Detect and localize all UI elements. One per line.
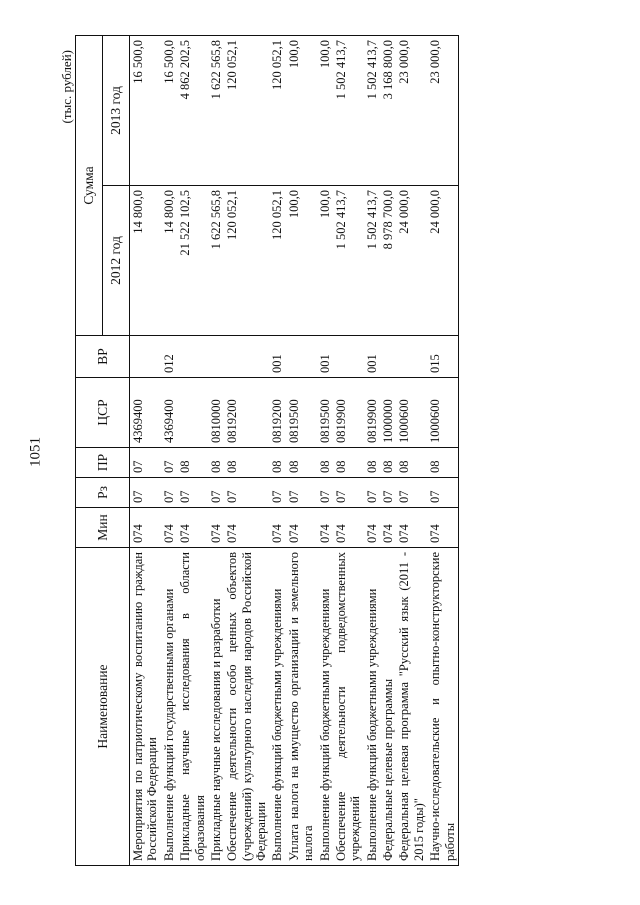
cell-rz: 07 — [177, 478, 208, 508]
page-number: 1051 — [27, 437, 44, 467]
cell-rz: 07 — [208, 478, 224, 508]
cell-vr: 012 — [161, 336, 177, 378]
rotated-page-content — [57, 36, 592, 866]
cell-csr — [177, 378, 208, 448]
cell-vr: 001 — [317, 336, 333, 378]
cell-pr: 08 — [396, 448, 427, 478]
cell-name: Прикладные научные исследования и разработки — [208, 548, 224, 866]
cell-name: Выполнение функций бюджетными учреждениями — [364, 548, 380, 866]
cell-min: 074 — [364, 508, 380, 548]
cell-pr: 08 — [427, 448, 458, 478]
cell-rz: 07 — [269, 478, 285, 508]
cell-pr: 08 — [269, 448, 285, 478]
cell-name: Обеспечение деятельности подведомственных учреждений — [333, 548, 364, 866]
cell-rz: 07 — [130, 478, 161, 508]
cell-csr: 0819500 — [317, 378, 333, 448]
cell-csr: 0819200 — [224, 378, 269, 448]
cell-vr: 001 — [364, 336, 380, 378]
cell-csr: 4369400 — [161, 378, 177, 448]
cell-rz: 07 — [427, 478, 458, 508]
cell-vr: 015 — [427, 336, 458, 378]
cell-sum-2013: 120 052,1 — [224, 35, 269, 185]
cell-csr: 1000600 — [427, 378, 458, 448]
cell-pr: 07 — [161, 448, 177, 478]
cell-sum-2012: 120 052,1 — [269, 186, 285, 336]
cell-sum-2012: 1 502 413,7 — [364, 186, 380, 336]
cell-csr: 0819200 — [269, 378, 285, 448]
cell-sum-2012: 100,0 — [286, 186, 317, 336]
cell-sum-2012: 24 000,0 — [427, 186, 458, 336]
header-sum: Сумма — [76, 35, 103, 335]
cell-pr: 08 — [364, 448, 380, 478]
cell-csr: 1000000 — [380, 378, 396, 448]
cell-name: Научно-исследовательские и опытно-конструкторские работы — [427, 548, 458, 866]
cell-min: 074 — [208, 508, 224, 548]
cell-min: 074 — [224, 508, 269, 548]
cell-sum-2012: 120 052,1 — [224, 186, 269, 336]
header-2012: 2012 год — [103, 186, 130, 336]
cell-csr: 1000600 — [396, 378, 427, 448]
cell-min: 074 — [130, 508, 161, 548]
table-row — [269, 35, 285, 865]
header-2013: 2013 год — [103, 35, 130, 185]
cell-sum-2012: 21 522 102,5 — [177, 186, 208, 336]
cell-vr — [224, 336, 269, 378]
cell-min: 074 — [396, 508, 427, 548]
cell-sum-2012: 1 622 565,8 — [208, 186, 224, 336]
cell-sum-2013: 23 000,0 — [396, 35, 427, 185]
table-row — [364, 35, 380, 865]
cell-vr — [396, 336, 427, 378]
cell-pr: 07 — [130, 448, 161, 478]
cell-rz: 07 — [396, 478, 427, 508]
cell-name: Федеральная целевая программа "Русский язык (2011 - 2015 годы)" — [396, 548, 427, 866]
cell-csr: 0810000 — [208, 378, 224, 448]
cell-sum-2012: 1 502 413,7 — [333, 186, 364, 336]
cell-sum-2012: 14 800,0 — [130, 186, 161, 336]
cell-pr: 08 — [208, 448, 224, 478]
cell-name: Уплата налога на имущество организаций и земельного налога — [286, 548, 317, 866]
cell-pr: 08 — [333, 448, 364, 478]
table-row — [333, 35, 364, 865]
cell-min: 074 — [333, 508, 364, 548]
cell-min: 074 — [427, 508, 458, 548]
table-row — [161, 35, 177, 865]
cell-sum-2013: 16 500,0 — [161, 35, 177, 185]
header-rz: Рз — [76, 478, 130, 508]
cell-sum-2013: 3 168 800,0 — [380, 35, 396, 185]
table-row — [427, 35, 458, 865]
cell-sum-2013: 16 500,0 — [130, 35, 161, 185]
cell-min: 074 — [317, 508, 333, 548]
cell-min: 074 — [380, 508, 396, 548]
cell-min: 074 — [269, 508, 285, 548]
table-row — [177, 35, 208, 865]
cell-sum-2012: 14 800,0 — [161, 186, 177, 336]
cell-pr: 08 — [286, 448, 317, 478]
header-csr: ЦСР — [76, 378, 130, 448]
cell-csr: 4369400 — [130, 378, 161, 448]
cell-sum-2013: 1 502 413,7 — [364, 35, 380, 185]
header-pr: ПР — [76, 448, 130, 478]
cell-sum-2013: 120 052,1 — [269, 35, 285, 185]
cell-sum-2012: 8 978 700,0 — [380, 186, 396, 336]
cell-vr — [286, 336, 317, 378]
cell-min: 074 — [177, 508, 208, 548]
cell-rz: 07 — [161, 478, 177, 508]
cell-rz: 07 — [380, 478, 396, 508]
cell-sum-2013: 4 862 202,5 — [177, 35, 208, 185]
cell-pr: 08 — [317, 448, 333, 478]
cell-csr: 0819900 — [333, 378, 364, 448]
cell-vr — [177, 336, 208, 378]
cell-rz: 07 — [333, 478, 364, 508]
table-body — [130, 35, 459, 865]
cell-vr — [130, 336, 161, 378]
cell-min: 074 — [286, 508, 317, 548]
cell-pr: 08 — [224, 448, 269, 478]
cell-csr: 0819900 — [364, 378, 380, 448]
cell-vr: 001 — [269, 336, 285, 378]
cell-sum-2013: 23 000,0 — [427, 35, 458, 185]
cell-pr: 08 — [177, 448, 208, 478]
budget-table — [75, 35, 459, 866]
cell-name: Выполнение функций бюджетными учреждениями — [317, 548, 333, 866]
cell-sum-2012: 100,0 — [317, 186, 333, 336]
unit-note: (тыс. рублей) — [59, 50, 74, 124]
cell-rz: 07 — [286, 478, 317, 508]
cell-rz: 07 — [364, 478, 380, 508]
cell-vr — [208, 336, 224, 378]
cell-sum-2012: 24 000,0 — [396, 186, 427, 336]
cell-sum-2013: 1 502 413,7 — [333, 35, 364, 185]
cell-name: Прикладные научные исследования в области образования — [177, 548, 208, 866]
cell-sum-2013: 100,0 — [286, 35, 317, 185]
cell-sum-2013: 100,0 — [317, 35, 333, 185]
header-vr: ВР — [76, 336, 130, 378]
cell-pr: 08 — [380, 448, 396, 478]
cell-name: Обеспечение деятельности особо ценных объектов (учреждений) культурного наследия народов Российской Федерации — [224, 548, 269, 866]
cell-min: 074 — [161, 508, 177, 548]
table-row — [130, 35, 161, 865]
cell-rz: 07 — [224, 478, 269, 508]
header-min: Мин — [76, 508, 130, 548]
header-name: Наименование — [76, 548, 130, 866]
cell-vr — [333, 336, 364, 378]
cell-rz: 07 — [317, 478, 333, 508]
cell-name: Федеральные целевые программы — [380, 548, 396, 866]
table-row — [208, 35, 224, 865]
cell-name: Выполнение функций бюджетными учреждениями — [269, 548, 285, 866]
table-row — [380, 35, 396, 865]
cell-name: Выполнение функций государственными органами — [161, 548, 177, 866]
table-row — [317, 35, 333, 865]
table-row — [286, 35, 317, 865]
cell-sum-2013: 1 622 565,8 — [208, 35, 224, 185]
table-row — [224, 35, 269, 865]
cell-csr: 0819500 — [286, 378, 317, 448]
cell-vr — [380, 336, 396, 378]
cell-name: Мероприятия по патриотическому воспитанию граждан Российской Федерации — [130, 548, 161, 866]
table-row — [396, 35, 427, 865]
